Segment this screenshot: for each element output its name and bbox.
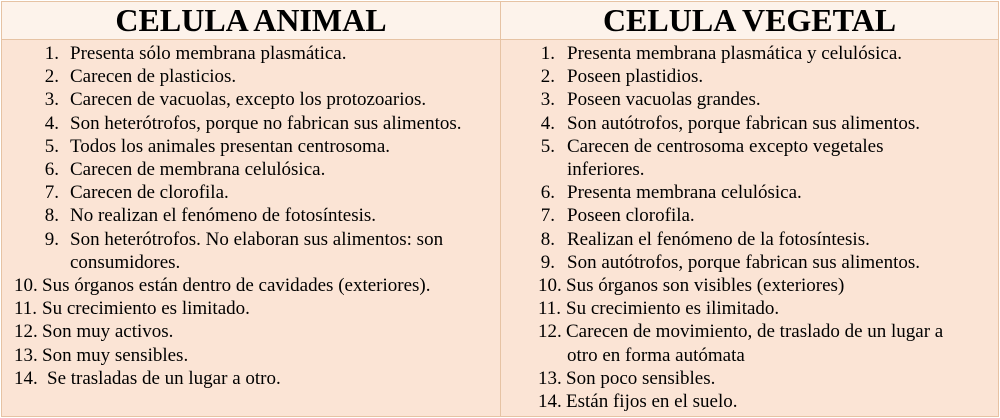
list-item	[2, 320, 500, 343]
item-number: 14.	[14, 367, 38, 389]
item-text: Son poco sensibles.	[566, 367, 716, 389]
list-item	[501, 88, 998, 111]
item-number: 3.	[44, 89, 59, 111]
list-item	[501, 204, 998, 227]
list-item	[501, 251, 998, 274]
list-item	[501, 135, 998, 181]
list-item	[2, 135, 500, 158]
list-item	[2, 204, 500, 227]
list-item	[501, 65, 998, 88]
list-item	[2, 274, 500, 297]
item-number: 3.	[540, 89, 555, 111]
item-text: No realizan el fenómeno de fotosíntesis.	[70, 205, 377, 227]
item-text: Poseen clorofila.	[567, 205, 695, 227]
item-number: 8.	[540, 228, 555, 250]
item-text: Sus órganos son visibles (exteriores)	[566, 275, 845, 297]
item-text: Están fijos en el suelo.	[566, 391, 738, 413]
list-item	[501, 42, 998, 65]
list-item	[501, 274, 998, 297]
item-number: 9.	[44, 228, 59, 250]
item-text: Son muy sensibles.	[42, 344, 189, 366]
item-number: 7.	[44, 182, 59, 204]
item-text: Son autótrofos, porque fabrican sus alimentos.	[567, 251, 921, 273]
item-number: 11.	[14, 298, 38, 320]
item-number: 12.	[538, 321, 562, 343]
item-number: 9.	[540, 251, 555, 273]
list-item	[2, 367, 500, 390]
list-item	[501, 228, 998, 251]
item-text: inferiores.	[567, 159, 645, 181]
list-item	[2, 344, 500, 367]
item-number: 11.	[538, 298, 562, 320]
item-text: Poseen vacuolas grandes.	[567, 89, 761, 111]
list-item	[2, 181, 500, 204]
plant-cell-column	[501, 40, 998, 416]
list-item	[2, 158, 500, 181]
item-text: Carecen de centrosoma excepto vegetales	[567, 135, 884, 157]
item-number: 4.	[540, 112, 555, 134]
item-text: Carecen de movimiento, de traslado de un lugar a	[566, 321, 944, 343]
list-item	[501, 320, 998, 366]
item-text: Presenta membrana plasmática y celulósica.	[567, 43, 903, 64]
plant-cell-list	[501, 40, 998, 413]
item-text: Presenta membrana celulósica.	[567, 182, 802, 204]
item-text: otro en forma autómata	[567, 344, 745, 366]
animal-cell-list	[2, 40, 500, 390]
list-item	[501, 181, 998, 204]
list-item	[2, 297, 500, 320]
item-number: 1.	[44, 43, 59, 64]
item-number: 8.	[44, 205, 59, 227]
item-number: 13.	[538, 367, 562, 389]
list-item	[2, 65, 500, 88]
item-number: 6.	[44, 159, 59, 181]
list-item	[501, 112, 998, 135]
list-item	[501, 297, 998, 320]
animal-cell-header: CELULA ANIMAL	[2, 2, 501, 40]
item-text: Carecen de membrana celulósica.	[70, 159, 326, 181]
item-number: 12.	[14, 321, 38, 343]
item-number: 4.	[44, 112, 59, 134]
item-number: 10.	[538, 275, 562, 297]
comparison-table	[1, 1, 999, 417]
item-text: Sus órganos están dentro de cavidades (exteriores).	[42, 275, 431, 297]
item-number: 13.	[14, 344, 38, 366]
list-item	[2, 88, 500, 111]
item-number: 6.	[540, 182, 555, 204]
item-text: Son autótrofos, porque fabrican sus alimentos.	[567, 112, 921, 134]
item-text: Carecen de clorofila.	[70, 182, 229, 204]
item-number: 5.	[540, 135, 555, 157]
list-item	[501, 390, 998, 413]
item-text: Su crecimiento es ilimitado.	[566, 298, 780, 320]
list-item	[2, 42, 500, 65]
item-text: Todos los animales presentan centrosoma.	[70, 135, 391, 157]
animal-cell-column	[2, 40, 501, 416]
item-text: Su crecimiento es limitado.	[42, 298, 250, 320]
item-text: Carecen de plasticios.	[70, 66, 237, 88]
item-text: Carecen de vacuolas, excepto los protozoarios.	[70, 89, 427, 111]
item-number: 14.	[538, 391, 562, 413]
item-number: 10.	[14, 275, 38, 297]
item-number: 5.	[44, 135, 59, 157]
item-number: 1.	[540, 43, 555, 64]
item-number: 2.	[540, 66, 555, 88]
list-item	[501, 367, 998, 390]
item-number: 2.	[44, 66, 59, 88]
item-text: Poseen plastidios.	[567, 66, 704, 88]
item-text: Se trasladas de un lugar a otro.	[47, 367, 281, 389]
item-text: Son muy activos.	[42, 321, 174, 343]
item-number: 7.	[540, 205, 555, 227]
plant-cell-header: CELULA VEGETAL	[501, 2, 998, 40]
list-item	[2, 228, 500, 274]
item-text: Son heterótrofos. No elaboran sus alimentos: son	[70, 228, 444, 250]
item-text: Son heterótrofos, porque no fabrican sus alimentos.	[70, 112, 462, 134]
item-text: Realizan el fenómeno de la fotosíntesis.	[567, 228, 870, 250]
item-text: Presenta sólo membrana plasmática.	[70, 43, 347, 64]
item-text: consumidores.	[70, 251, 181, 273]
list-item	[2, 112, 500, 135]
